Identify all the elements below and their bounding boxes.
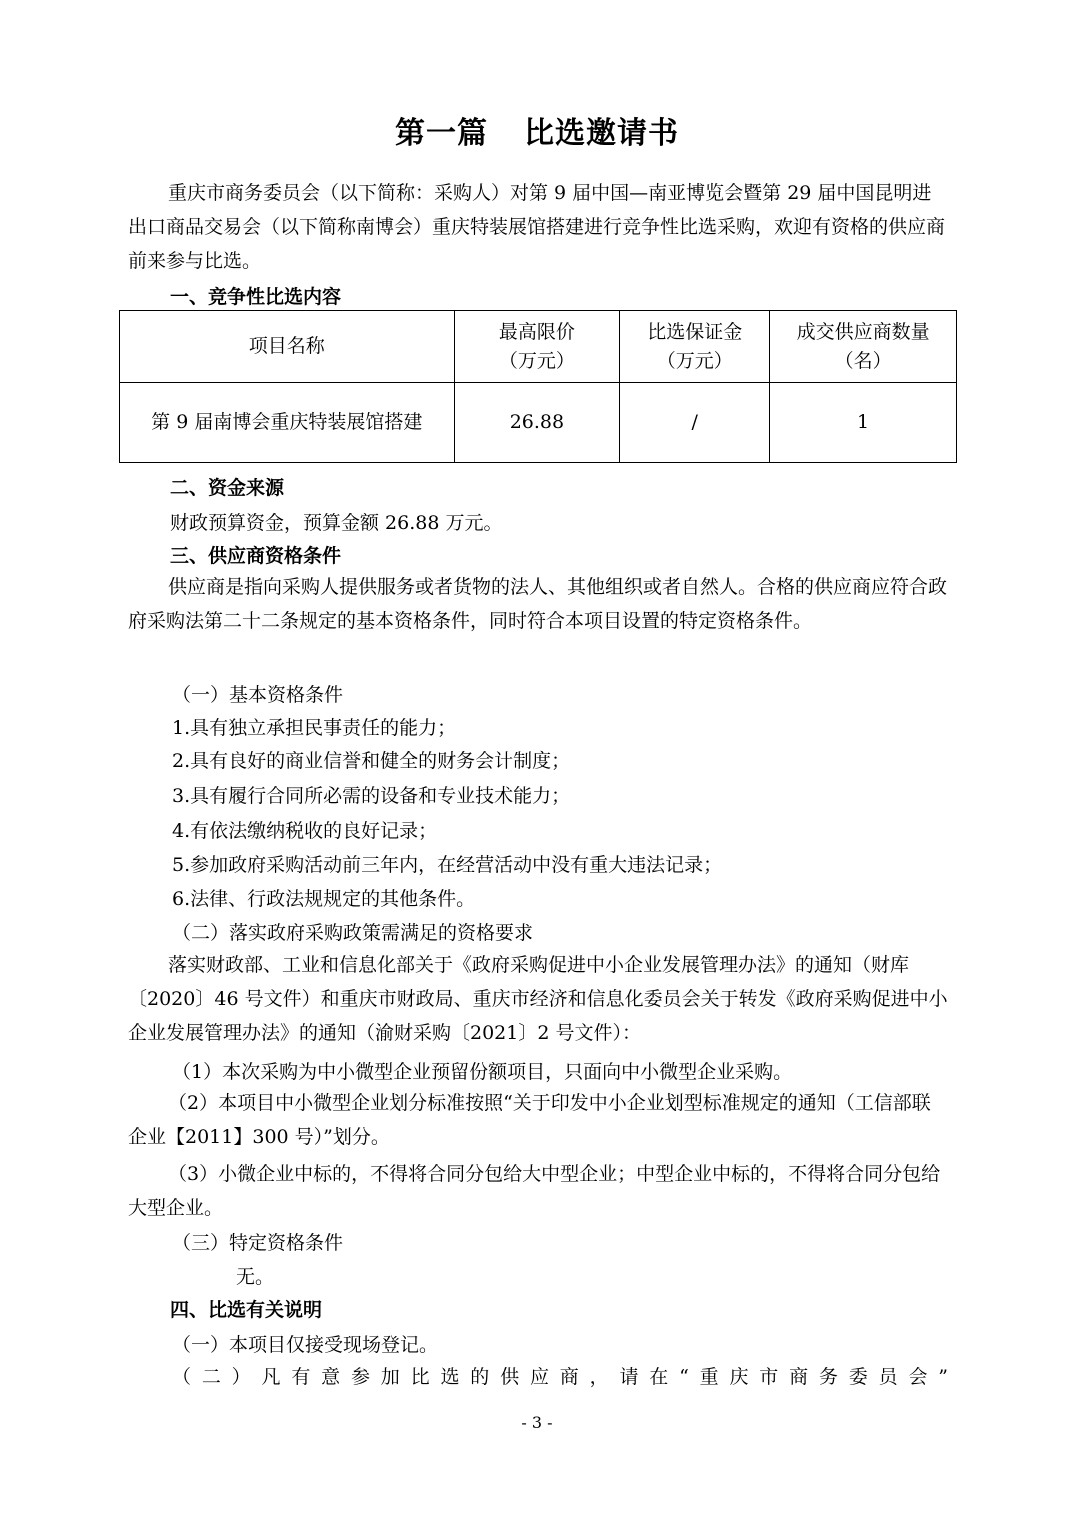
list-item: （3）小微企业中标的，不得将合同分包给大中型企业；中型企业中标的，不得将合同分包给大型企业。	[128, 1163, 941, 1219]
list-item: （二）凡有意参加比选的供应商，请在“重庆市商务委员会”	[172, 1366, 948, 1388]
section-heading-notes: 四、比选有关说明	[170, 1299, 323, 1321]
section-heading-content: 一、竞争性比选内容	[170, 286, 342, 308]
page-title	[0, 108, 1074, 152]
qualification-text: 供应商是指向采购人提供服务或者货物的法人、其他组织或者自然人。合格的供应商应符合政府采购法第二十二条规定的基本资格条件，同时符合本项目设置的特定资格条件。	[128, 576, 948, 632]
intro-paragraph: 重庆市商务委员会（以下简称：采购人）对第 9 届中国—南亚博览会暨第 29 届中国昆明进出口商品交易会（以下简称南博会）重庆特装展馆搭建进行竞争性比选采购，欢迎有资格的供应商前来参与比选。	[128, 182, 946, 272]
list-item: （1）本次采购为中小微型企业预留份额项目，只面向中小微型企业采购。	[172, 1061, 793, 1083]
list-item: 4.有依法缴纳税收的良好记录；	[172, 820, 438, 842]
table-header-cell: 成交供应商数量 （名）	[770, 311, 957, 383]
table-cell-deposit: /	[620, 383, 770, 463]
table-header-cell: 最高限价 （万元）	[454, 311, 620, 383]
section-heading-funding: 二、资金来源	[170, 477, 285, 499]
funding-text: 财政预算资金，预算金额 26.88 万元。	[170, 512, 503, 534]
list-item: 3.具有履行合同所必需的设备和专业技术能力；	[172, 785, 571, 807]
section-heading-qualification: 三、供应商资格条件	[170, 545, 342, 567]
table-cell-max-price: 26.88	[454, 383, 620, 463]
table-cell-supplier-count: 1	[770, 383, 957, 463]
table-row	[120, 383, 957, 463]
title-part: 第一篇	[395, 116, 488, 151]
list-item: 5.参加政府采购活动前三年内，在经营活动中没有重大违法记录；	[172, 854, 723, 876]
list-item: 1.具有独立承担民事责任的能力；	[172, 717, 457, 739]
title-name: 比选邀请书	[524, 116, 679, 151]
table-header-row	[120, 311, 957, 383]
policy-qualification-heading: （二）落实政府采购政策需满足的资格要求	[172, 922, 534, 944]
list-item: 2.具有良好的商业信誉和健全的财务会计制度；	[172, 750, 571, 772]
procurement-table	[119, 310, 957, 463]
policy-text: 落实财政部、工业和信息化部关于《政府采购促进中小企业发展管理办法》的通知（财库〔2020〕46 号文件）和重庆市财政局、重庆市经济和信息化委员会关于转发《政府采购促进中小企业发展管理办法》的通知（渝财采购〔2021〕2 号文件）：	[128, 954, 948, 1044]
specific-qualification-text: 无。	[236, 1266, 275, 1288]
list-item: （2）本项目中小微型企业划分标准按照“关于印发中小企业划型标准规定的通知（工信部联企业【2011】300 号）”划分。	[128, 1092, 931, 1148]
list-item: （一）本项目仅接受现场登记。	[172, 1334, 439, 1356]
table-header-cell: 比选保证金 （万元）	[620, 311, 770, 383]
page-number: - 3 -	[521, 1413, 553, 1432]
basic-qualification-heading: （一）基本资格条件	[172, 684, 344, 706]
list-item: 6.法律、行政法规规定的其他条件。	[172, 888, 476, 910]
table-header-cell: 项目名称	[120, 311, 455, 383]
specific-qualification-heading: （三）特定资格条件	[172, 1232, 344, 1254]
table-cell-project-name: 第 9 届南博会重庆特装展馆搭建	[120, 383, 455, 463]
